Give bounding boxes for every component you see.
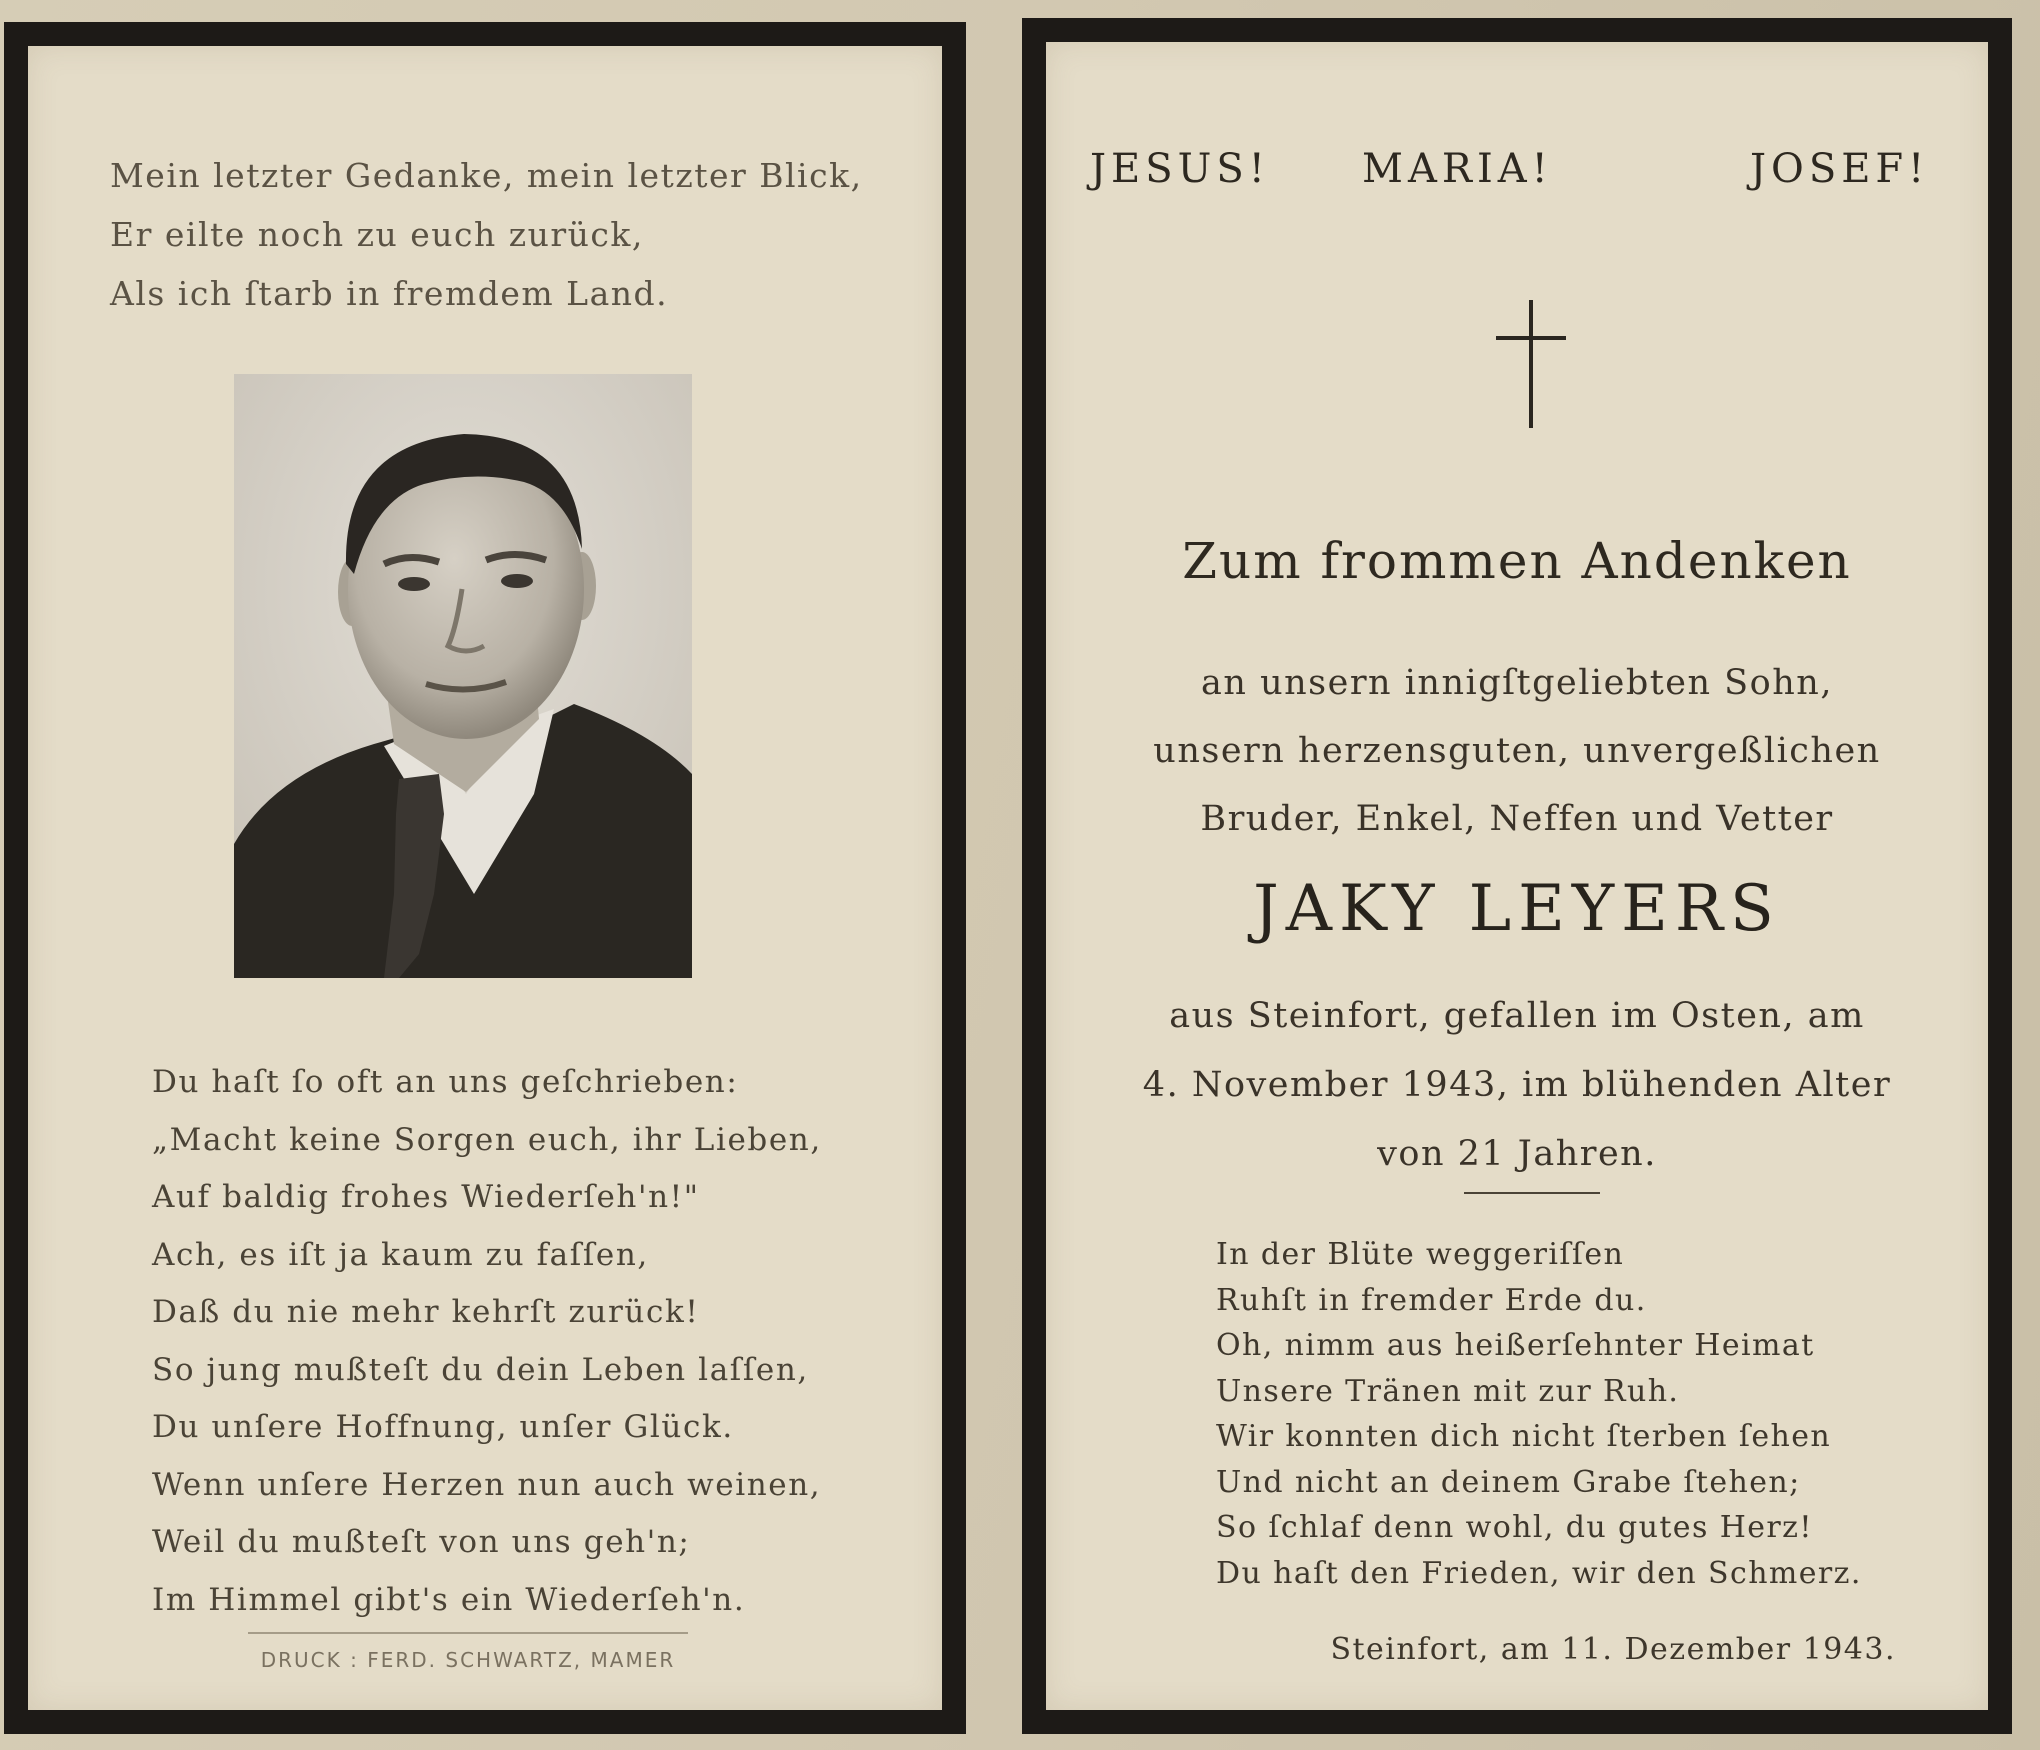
verse-line: Oh, nimm aus heißerſehnter Heimat [1216, 1328, 1815, 1363]
section-divider [1464, 1192, 1600, 1194]
right-memorial-card [1022, 18, 2012, 1734]
dedication-line: unsern herzensguten, unvergeßlichen [1153, 731, 1881, 771]
portrait-illustration [234, 374, 692, 978]
verse-line: Ruhſt in fremder Erde du. [1216, 1282, 1647, 1318]
poem-line: Auf baldig frohes Wiederſeh'n!" [152, 1179, 700, 1215]
poem-line: Du unſere Hoffnung, unſer Glück. [152, 1409, 734, 1445]
deceased-name: JAKY LEYERS [1253, 872, 1781, 946]
poem-line: Daß du nie mehr kehrſt zurück! [152, 1294, 700, 1330]
holy-names [1090, 146, 1950, 206]
poem-line: So jung mußteſt du dein Leben laſſen, [152, 1351, 809, 1388]
portrait-photo [234, 374, 692, 978]
death-info-line: 4. November 1943, im blühenden Alter [1142, 1065, 1892, 1105]
death-info [1046, 982, 1988, 1189]
memorial-title: Zum frommen Andenken [1182, 532, 1852, 590]
holy-name-maria: MARIA! [1362, 146, 1553, 192]
top-poem-line: Als ich ſtarb in fremdem Land. [110, 274, 669, 313]
top-poem [110, 146, 870, 323]
dedication-line: Bruder, Enkel, Neffen und Vetter [1200, 799, 1834, 839]
verse-line: Wir konnten dich nicht ſterben ſehen [1216, 1419, 1832, 1454]
verse-line: In der Blüte weggeriſſen [1216, 1237, 1625, 1272]
poem-line: Ach, es iſt ja kaum zu faſſen, [152, 1236, 649, 1273]
verse-line: Unsere Tränen mit zur Ruh. [1216, 1373, 1680, 1409]
poem-line: Wenn unſere Herzen nun auch weinen, [152, 1466, 822, 1503]
holy-name-josef: JOSEF! [1750, 146, 1930, 192]
dedication-line: an unsern innigſtgeliebten Sohn, [1201, 663, 1833, 703]
poem-line: Im Himmel gibt's ein Wiederſeh'n. [152, 1581, 746, 1618]
verse-line: Und nicht an deinem Grabe ſtehen; [1216, 1464, 1801, 1500]
main-poem [152, 1054, 912, 1629]
verse-line: Du haſt den Frieden, wir den Schmerz. [1216, 1555, 1862, 1591]
memorial-verse [1216, 1232, 1976, 1596]
poem-line: Du haſt ſo oft an uns geſchrieben: [152, 1064, 739, 1100]
top-poem-line: Mein letzter Gedanke, mein letzter Blick, [110, 156, 863, 195]
top-poem-line: Er eilte noch zu euch zurück, [110, 215, 644, 254]
death-info-line: von 21 Jahren. [1377, 1134, 1657, 1174]
death-info-line: aus Steinfort, gefallen im Osten, am [1169, 996, 1865, 1036]
printer-divider [248, 1632, 688, 1634]
place-and-date: Steinfort, am 11. Dezember 1943. [1330, 1632, 1896, 1667]
verse-line: So ſchlaf denn wohl, du gutes Herz! [1216, 1510, 1813, 1545]
left-memorial-card [4, 22, 966, 1734]
dedication [1046, 649, 1988, 853]
poem-line: Weil du mußteſt von uns geh'n; [152, 1524, 691, 1560]
latin-cross-icon [1496, 300, 1566, 428]
holy-name-jesus: JESUS! [1090, 146, 1270, 192]
poem-line: „Macht keine Sorgen euch, ihr Lieben, [152, 1121, 822, 1158]
printer-credit: DRUCK : FERD. SCHWARTZ, MAMER [260, 1648, 676, 1672]
